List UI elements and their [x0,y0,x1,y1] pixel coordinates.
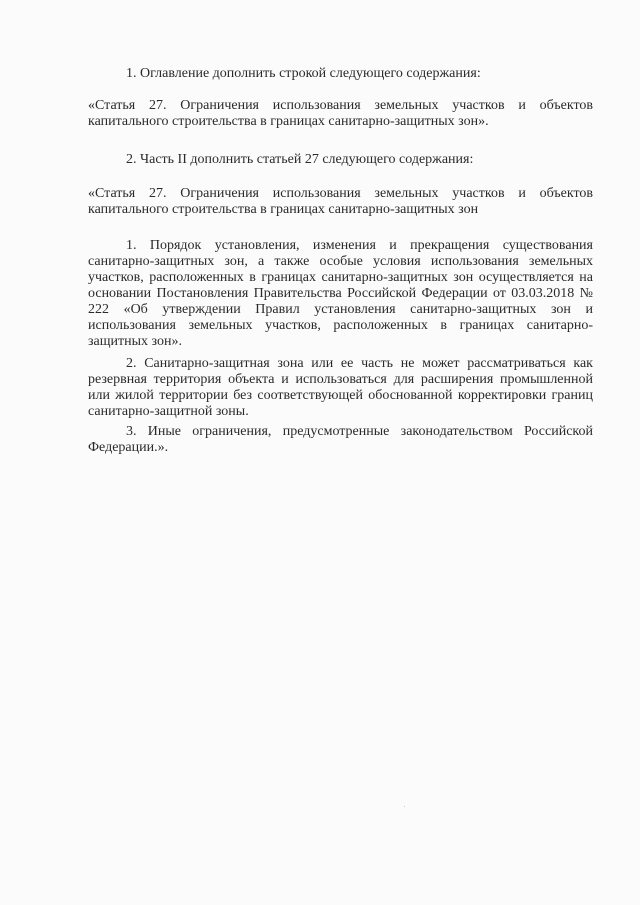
paragraph-article-item-1: 1. Порядок установления, изменения и прекращения существования санитарно-защитных зон, а также особые условия использования земельных участков, расположенных в границах санитарно-защитных зон осуществляется на основании Постановления Правительства Российской Федерации от 03.03.2018 № 222 «Об утверждении Правил установления санитарно-защитных зон и использования земельных участков, расположенных в границах санитарно-защитных зон». [88,238,593,349]
paragraph-toc-amendment: 1. Оглавление дополнить строкой следующего содержания: [126,66,481,81]
paragraph-article-title: «Статья 27. Ограничения использования земельных участков и объектов капитального строительства в границах санитарно-защитных зон [88,186,593,217]
paragraph-toc-line: «Статья 27. Ограничения использования земельных участков и объектов капитального строительства в границах санитарно-защитных зон». [88,98,593,129]
paragraph-article-item-3: 3. Иные ограничения, предусмотренные законодательством Российской Федерации.». [88,424,593,455]
scan-speck [404,806,405,807]
paragraph-article-item-2: 2. Санитарно-защитная зона или ее часть не может рассматриваться как резервная территория объекта и использоваться для расширения промышленной или жилой территории без соответствующей обоснованной корректировки границ санитарно-защитной зоны. [88,356,593,419]
paragraph-part2-amendment: 2. Часть II дополнить статьей 27 следующего содержания: [126,152,474,167]
